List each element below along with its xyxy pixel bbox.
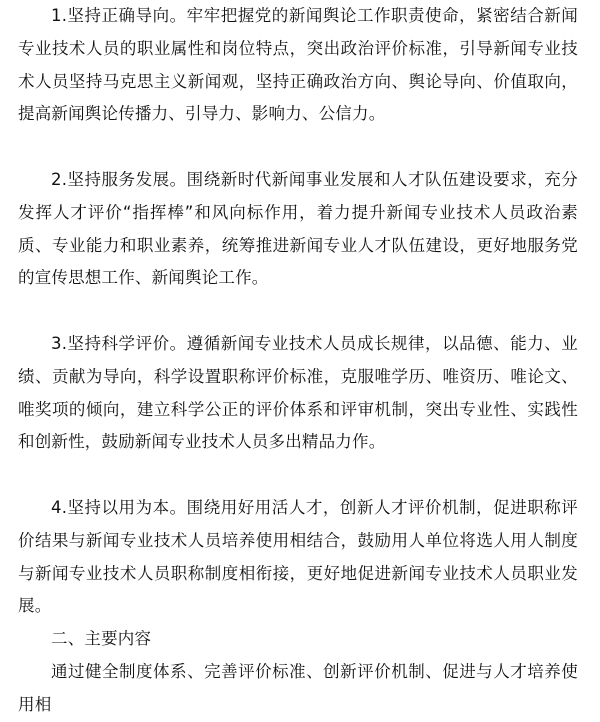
paragraph-use-oriented: 4.坚持以用为本。围绕用好用活人才，创新人才评价机制，促进职称评价结果与新闻专业技术人员培养使用相结合，鼓励用人单位将选人用人制度与新闻专业技术人员职称制度相衔接，更好地促进新闻专业技术人员职业发展。 [18, 498, 578, 616]
paragraph-serve-development: 2.坚持服务发展。围绕新时代新闻事业发展和人才队伍建设要求，充分发挥人才评价“指挥棒”和风向标作用，着力提升新闻专业技术人员政治素质、专业能力和职业素养，统筹推进新闻专业人才队伍建设，更好地服务党的宣传思想工作、新闻舆论工作。 [18, 170, 578, 288]
section-heading-main-content: 二、主要内容 [51, 629, 152, 648]
paragraph-scientific-evaluation: 3.坚持科学评价。遵循新闻专业技术人员成长规律，以品德、能力、业绩、贡献为导向，科学设置职称评价标准，克服唯学历、唯资历、唯论文、唯奖项的倾向，建立科学公正的评价体系和评审机制，突出专业性、实践性和创新性，鼓励新闻专业技术人员多出精品力作。 [18, 334, 578, 452]
paragraph-correct-orientation: 1.坚持正确导向。牢牢把握党的新闻舆论工作职责使命，紧密结合新闻专业技术人员的职业属性和岗位特点，突出政治评价标准，引导新闻专业技术人员坚持马克思主义新闻观，坚持正确政治方向、舆论导向、价值取向，提高新闻舆论传播力、引导力、影响力、公信力。 [18, 6, 578, 124]
paragraph-main-content-intro: 通过健全制度体系、完善评价标准、创新评价机制、促进与人才培养使用相 [18, 662, 578, 714]
